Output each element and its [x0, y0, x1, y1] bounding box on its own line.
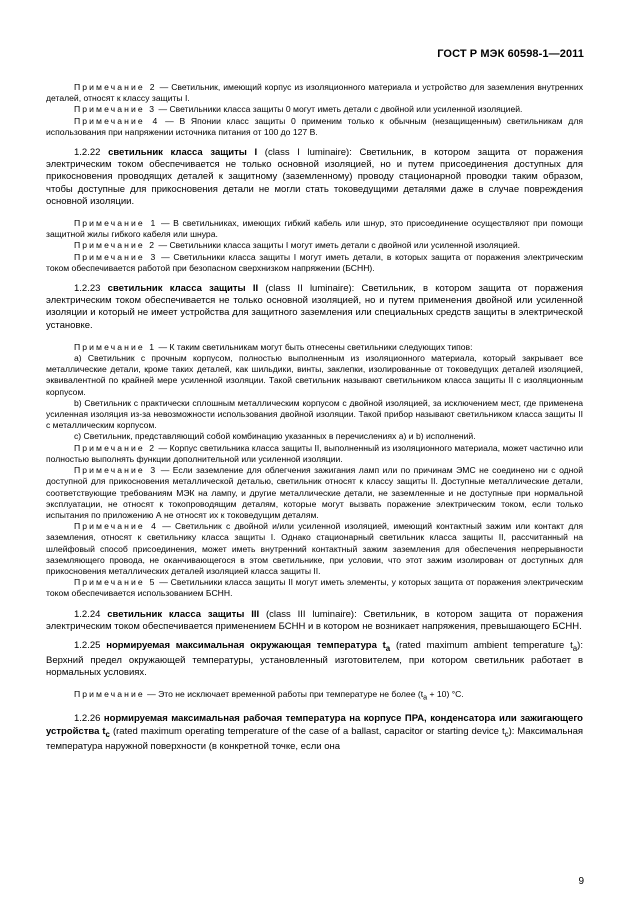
- note: Примечание 2 — Светильник, имеющий корпус из изоляционного материала и устройство для заземления внутренних деталей, относят к классу защиты I.: [46, 82, 584, 104]
- note: Примечание 3 — Если заземление для облегчения зажигания ламп или по причинам ЭМС не соединено ни с одной доступной для прикосновения металлической деталью, светильник относят к классу защиты II. Доступные металлические детали, соответствующие требованиям МЭК на лампу, и другие металлические детали, не заземленные и не доступные при нормальной эксплуатации, не относят к токопроводящим деталям, которые могут вызвать поражение электрическим током, если только испытания по приложению А не относят их к токоведущим деталям.: [46, 465, 584, 520]
- note: Примечание 3 — Светильники класса защиты 0 могут иметь детали с двойной или усиленной изоляцией.: [74, 104, 523, 115]
- note: Примечание 1 — В светильниках, имеющих гибкий кабель или шнур, это присоединение осуществляют при помощи защитной жилы гибкого кабеля или шнура.: [46, 218, 583, 240]
- standard-header: ГОСТ Р МЭК 60598-1—2011: [437, 48, 584, 60]
- definition-1-2-25: 1.2.25 нормируемая максимальная окружающая температура $t_a$ (rated maximum ambient temperature $t_a$): Верхний предел окружающей температуры, установленный изготовителем, при котором светильник работает в нормальных условиях.: [46, 639, 583, 679]
- definition-1-2-26: 1.2.26 нормируемая максимальная рабочая температура на корпусе ПРА, конденсатора или зажигающего устройства $t_c$ (rated maximum operating temperature of the case of a ballast, capacitor or starting device $t_c$): Максимальная температура наружной поверхности (в конкретной точке, если она: [46, 713, 583, 752]
- note-item-a: a) Светильник с прочным корпусом, полностью выполненным из изоляционного материала, который закрывает все металлические детали, кроме таких деталей, как шильдики, винты, заклепки, изолированные от токоведущих деталей изоляцией, эквивалентной по крайней мере усиленной изоляции. Такой светильник называют светильником класса защиты II с изоляционным корпусом.: [46, 353, 583, 397]
- notes-1-2-22: [46, 218, 583, 274]
- note: Примечание 4 — В Японии класс защиты 0 применим только к обычным (незащищенным) светильникам для использования при напряжении источника питания от 100 до 127 В.: [46, 115, 583, 137]
- definition-1-2-22: 1.2.22 светильник класса защиты I (class I luminaire): Светильник, в котором защита от поражения электрическим током обеспечивается не только основной изоляцией, но и путем присоединения доступных для прикосновения проводящих деталей к защитному (заземленному) проводу стационарной проводки таким образом, чтобы доступные для прикосновения детали не могли стать токоведущими деталями даже в случае повреждения основной изоляции.: [46, 147, 584, 207]
- note: Примечание 2 — Корпус светильника класса защиты II, выполненный из изоляционного материала, может частично или полностью выполнять функции дополнительной или усиленной изоляции.: [46, 442, 583, 464]
- note-item-b: b) Светильник с практически сплошным металлическим корпусом с двойной изоляцией, за исключением мест, где применена усиленная изоляция из-за невозможности использования двойной изоляции. Такой прибор называют светильником класса защиты II с металлическим корпусом.: [46, 397, 583, 431]
- page-number: 9: [578, 876, 584, 887]
- note: Примечание 3 — Светильники класса защиты I могут иметь детали, в которых защита от поражения электрическим током обеспечивается работой при безопасном сверхнизком напряжении (БСНН).: [46, 251, 583, 273]
- note-1-2-25: [46, 689, 583, 704]
- note: Примечание 2 — Светильники класса защиты I могут иметь детали с двойной или усиленной изоляцией.: [74, 240, 521, 251]
- page-content: [46, 82, 583, 760]
- definition-1-2-23: 1.2.23 светильник класса защиты II (class II luminaire): Светильник, в котором защита от поражения электрическим током обеспечивается не только основной изоляцией, но и путем применения двойной или усиленной изоляции и который не имеет устройства для защитного заземления или специальных средств защиты в электрической установке.: [46, 283, 584, 331]
- definition-1-2-24: 1.2.24 светильник класса защиты III (class III luminaire): Светильник, в котором защита от поражения электрическим током обеспечивается применением БСНН и в котором не возникает напряжения, превышающего БСНН.: [46, 608, 583, 632]
- note: Примечание 5 — Светильники класса защиты II могут иметь элементы, у которых защита от поражения электрическим током обеспечивается использованием БСНН.: [46, 577, 584, 599]
- note-item-c: c) Светильник, представляющий собой комбинацию указанных в перечислениях a) и b) исполнений.: [74, 431, 476, 442]
- notes-class-0: [46, 82, 583, 138]
- note: Примечание 1 — К таким светильникам могут быть отнесены светильники следующих типов:: [74, 341, 473, 352]
- note: Примечание 4 — Светильник с двойной и/или усиленной изоляцией, имеющий контактный зажим или контакт для заземления, относят к светильнику класса защиты I. Однако стационарный светильник класса защиты II, рассчитанный на шлейфовый способ присоединения, может иметь внутренний контактный зажим заземления для обеспечения непрерывности заземляющего провода, не оканчивающегося в этом светильнике, при условии, что этот зажим изолирован от доступных для прикосновения металлических деталей изоляцией класса защиты II.: [46, 521, 584, 576]
- notes-1-2-23: [46, 342, 583, 600]
- note: Примечание — Это не исключает временной работы при температуре не более $(t_a + 10)$ °C.: [74, 689, 464, 703]
